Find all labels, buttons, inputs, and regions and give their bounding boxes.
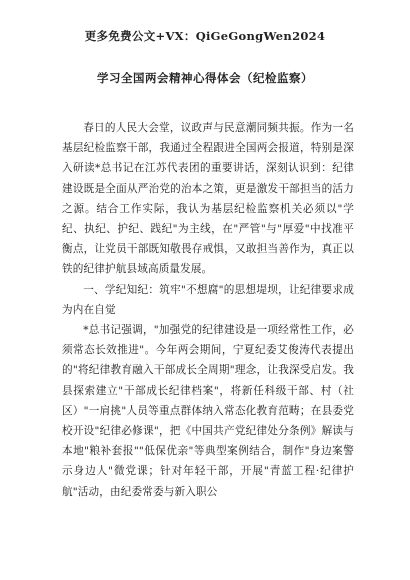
paragraph-intro: 春日的人民大会堂，议政声与民意潮同频共振。作为一名基层纪检监察干部，我通过全程跟进全国两会报道，特别是深入研读*总书记在江苏代表团的重要讲话，深刻认识到：纪律建设既是全面从严治党的治本之策，更是激发干部担当的活力之源。结合工作实际，我认为基层纪检监察机关必须以"学纪、执纪、护纪、践纪"为主线，在"严管"与"厚爱"中找准平衡点，让党员干部既知敬畏存戒惧，又敢担当善作为，真正以铁的纪律护航县域高质量发展。 [62, 122, 354, 276]
document-title: 学习全国两会精神心得体会（纪检监察） [97, 71, 313, 85]
paragraph-section-1: *总书记强调，"加强党的纪律建设是一项经常性工作，必须常态长效推进"。今年两会期间，宁夏纪委艾俊涛代表提出的"将纪律教育融入干部成长全周期"理念，让我深受启发。我县探索建立"干部成长纪律档案"，将新任科级干部、村（社区）"一肩挑"人员等重点群体纳入常态化教育范畴；在县委党校开设"纪律必修课"，把《中国共产党纪律处分条例》解读与本地"粮补套报""低保优亲"等典型案例结合，制作"身边案警示身边人"微党课；针对年轻干部，开展"青蓝工程·纪律护航"活动，由纪委常委与新入职公 [62, 324, 354, 498]
document-body [62, 118, 354, 502]
header-banner: 更多免费公文+VX：QiGeGongWen2024 [84, 29, 326, 43]
section-heading-1: 一、学纪知纪：筑牢"不想腐"的思想堤坝，让纪律要求成为内在自觉 [62, 283, 354, 316]
